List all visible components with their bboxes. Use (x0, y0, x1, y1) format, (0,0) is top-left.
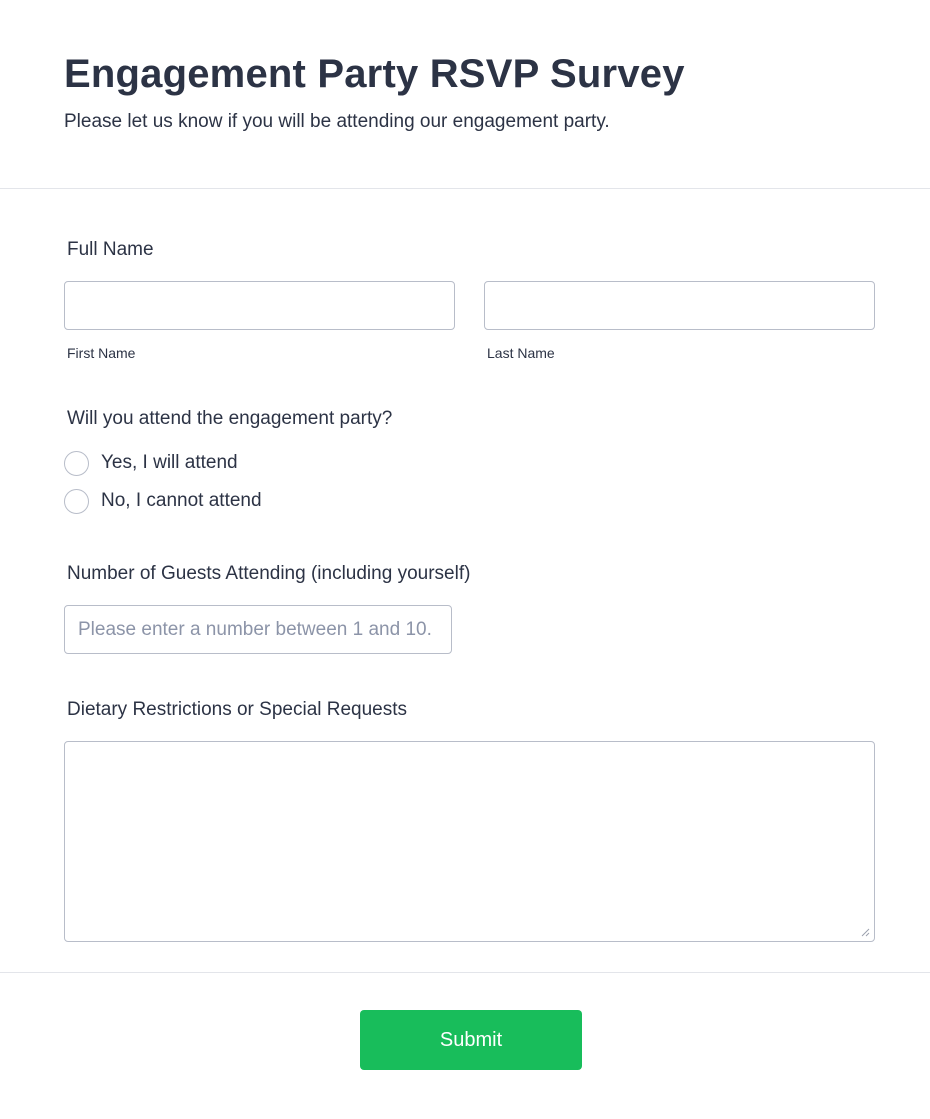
footer-divider (0, 972, 930, 973)
dietary-textarea[interactable] (64, 741, 875, 942)
submit-button[interactable]: Submit (360, 1010, 582, 1070)
guests-label: Number of Guests Attending (including yourself) (67, 563, 471, 584)
last-name-input[interactable] (484, 281, 875, 330)
dietary-label: Dietary Restrictions or Special Requests (67, 699, 408, 720)
page-subtitle: Please let us know if you will be attending our engagement party. (64, 111, 610, 132)
first-name-sublabel: First Name (67, 345, 136, 361)
radio-label-yes: Yes, I will attend (101, 452, 238, 473)
radio-button-no[interactable] (64, 489, 89, 514)
radio-label-no: No, I cannot attend (101, 490, 262, 511)
last-name-sublabel: Last Name (487, 345, 555, 361)
radio-button-yes[interactable] (64, 451, 89, 476)
page-title: Engagement Party RSVP Survey (64, 52, 685, 96)
radio-option-no[interactable] (64, 488, 262, 514)
form-header (0, 0, 930, 189)
radio-option-yes[interactable] (64, 450, 238, 476)
attendance-question: Will you attend the engagement party? (67, 408, 393, 429)
resize-handle-icon[interactable] (860, 927, 870, 937)
first-name-input[interactable] (64, 281, 455, 330)
guests-number-input[interactable] (64, 605, 452, 654)
full-name-label: Full Name (67, 239, 154, 260)
